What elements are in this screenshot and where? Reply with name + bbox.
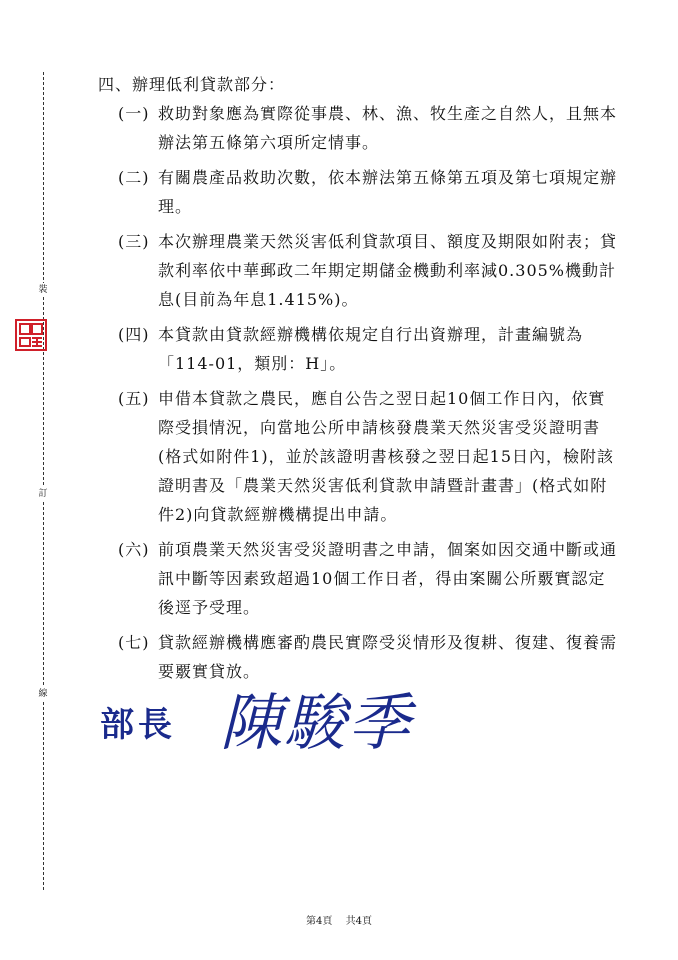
page-footer <box>0 912 678 927</box>
item-text: 本次辦理農業天然災害低利貸款項目、額度及期限如附表；貸款利率依中華郵政二年期定期儲金機動利率減0.305%機動計息(目前為年息1.415%)。 <box>158 232 618 309</box>
item-text: 前項農業天然災害受災證明書之申請，個案如因交通中斷或通訊中斷等因素致超過10個工作日者，得由案關公所覈實認定後逕予受理。 <box>158 540 618 617</box>
item-number: (二) <box>118 168 150 187</box>
minister-signature <box>100 680 460 772</box>
binding-mark-xian: 線 <box>36 687 50 701</box>
item-number: (一) <box>118 104 150 123</box>
page-total: 共4頁 <box>345 916 372 927</box>
item-number: (六) <box>118 540 150 559</box>
list-item <box>100 163 618 221</box>
list-item <box>100 535 618 622</box>
list-item <box>100 99 618 157</box>
item-text: 有關農產品救助次數，依本辦法第五條第五項及第七項規定辦理。 <box>158 168 618 216</box>
item-number: (四) <box>118 325 150 344</box>
signature-title: 部長 <box>100 705 176 745</box>
document-body <box>98 70 618 692</box>
item-text: 申借本貸款之農民，應自公告之翌日起10個工作日內，依實際受損情況，向當地公所申請核發農業天然災害受災證明書(格式如附件1)，並於該證明書核發之翌日起15日內，檢附該證明書及「農業天然災害低利貸款申請暨計畫書」(格式如附件2)向貸款經辦機構提出申請。 <box>158 389 615 524</box>
binding-mark-zhuang: 裝 <box>36 283 50 297</box>
list-item <box>100 320 618 378</box>
list-item <box>100 384 618 529</box>
seal-stamp <box>14 318 48 352</box>
list-item <box>100 628 618 686</box>
item-list <box>98 99 618 686</box>
item-number: (五) <box>118 389 150 408</box>
item-text: 貸款經辦機構應審酌農民實際受災情形及復耕、復建、復養需要覈實貸放。 <box>158 633 618 681</box>
list-item <box>100 227 618 314</box>
signature-name: 陳駿季 <box>220 686 413 759</box>
signature-graphic <box>100 680 460 772</box>
item-number: (三) <box>118 232 150 251</box>
page-number: 第4頁 <box>306 916 333 927</box>
binding-mark-ding: 訂 <box>36 487 50 501</box>
binding-line <box>43 72 44 890</box>
item-number: (七) <box>118 633 150 652</box>
section-heading: 四、辦理低利貸款部分： <box>98 75 286 94</box>
item-text: 救助對象應為實際從事農、林、漁、牧生產之自然人，且無本辦法第五條第六項所定情事。 <box>158 104 618 152</box>
item-text: 本貸款由貸款經辦機構依規定自行出資辦理，計畫編號為「114-01，類別：H」。 <box>158 325 584 373</box>
